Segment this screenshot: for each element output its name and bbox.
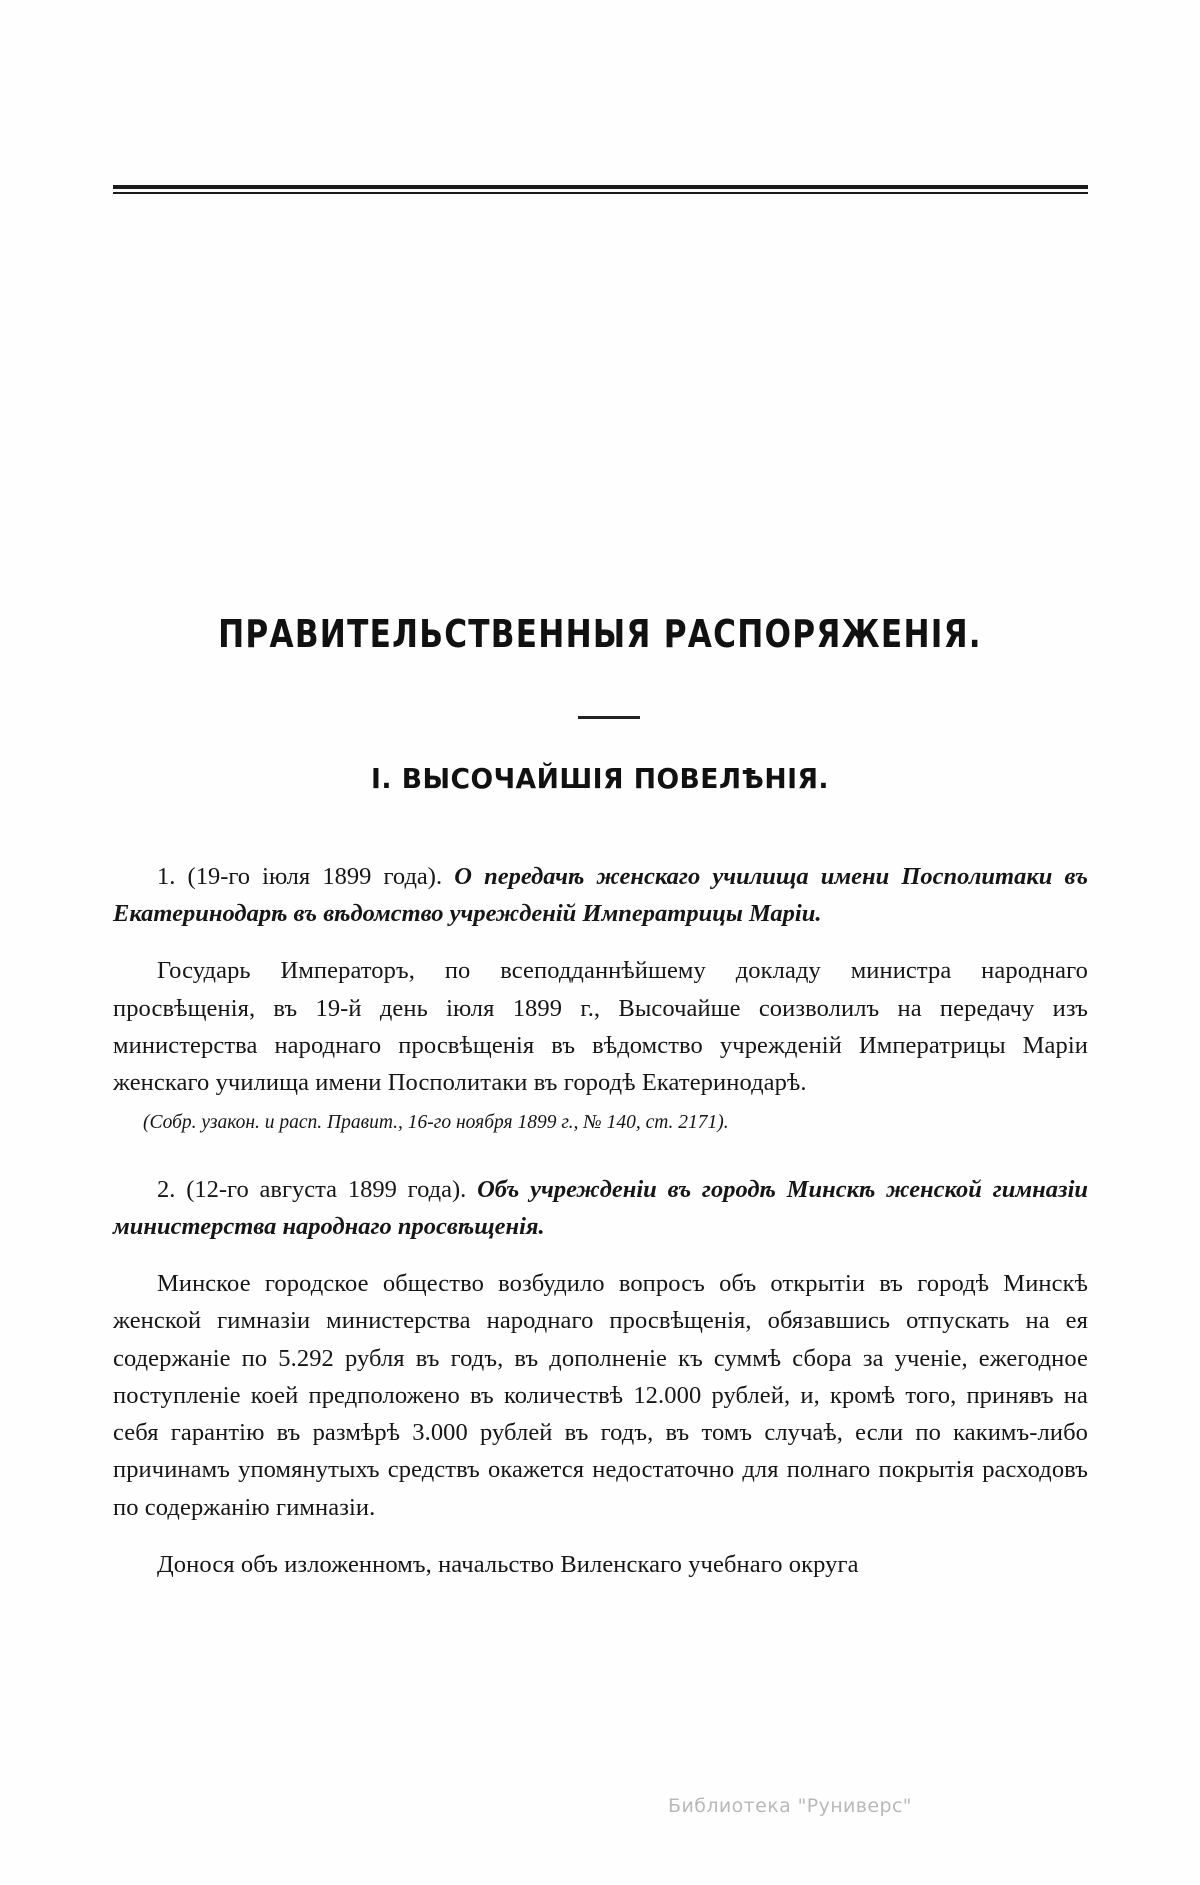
- page-title: ПРАВИТЕЛЬСТВЕННЫЯ РАСПОРЯЖЕНІЯ.: [218, 612, 982, 656]
- entry-1-body: Государь Императоръ, по всеподданнѣйшему докладу министра народнаго просвѣщенія, въ 19-й день іюля 1899 г., Высочайше соизволилъ на передачу изъ министерства народнаго просвѣщенія въ вѣдомство учрежденій Императрицы Маріи женскаго училища имени Посполитаки въ городѣ Екатеринодарѣ.: [113, 957, 1088, 1097]
- entry-1-number: 1.: [157, 863, 176, 890]
- title-divider: [578, 716, 640, 719]
- section-heading: I. ВЫСОЧАЙШІЯ ПОВЕЛѢНІЯ.: [371, 762, 829, 795]
- entry-1-subject: О передачѣ женскаго училища имени Посполитаки въ Екатеринодарѣ въ вѣдомство учрежденій Императрицы Маріи.: [113, 863, 1089, 928]
- entry-1-heading: [113, 858, 1088, 932]
- entry-2-body: Минское городское общество возбудило вопросъ объ открытіи въ городѣ Минскѣ женской гимназіи министерства народнаго просвѣщенія, обязавшись отпускать на ея содержаніе по 5.292 рубля въ годъ, въ дополненіе къ суммѣ сбора за ученіе, ежегодное поступленіе коей предположено въ количествѣ 12.000 рублей, и, кромѣ того, принявъ на себя гарантію въ размѣрѣ 3.000 рублей въ годъ, въ томъ случаѣ, если по какимъ-либо причинамъ упомянутыхъ средствъ окажется недостаточно для полнаго покрытія расходовъ по содержанію гимназіи.: [113, 1270, 1088, 1521]
- rule-thin-line: [113, 192, 1088, 194]
- top-double-rule: [113, 185, 1088, 194]
- entry-1-date: (19-го іюля 1899 года).: [187, 863, 443, 890]
- entry-2-body-continued: Донося объ изложенномъ, начальство Виленскаго учебнаго округа: [157, 1550, 859, 1578]
- entry-1-source: [113, 1109, 1088, 1136]
- entry-2-date: (12-го августа 1899 года).: [186, 1175, 467, 1203]
- document-body: [113, 840, 1088, 1583]
- library-watermark: [0, 1795, 1200, 1817]
- entry-2-heading: [113, 1171, 1088, 1245]
- entry-2-subject: Объ учрежденіи въ городѣ Минскѣ женской гимназіи министерства народнаго просвѣщенія.: [113, 1175, 1089, 1240]
- entry-1-source-text: (Собр. узакон. и расп. Правит., 16-го ноября 1899 г., № 140, ст. 2171).: [143, 1112, 729, 1134]
- watermark-text: Библиотека "Руниверс": [668, 1795, 912, 1817]
- entry-2-number: 2.: [157, 1175, 176, 1203]
